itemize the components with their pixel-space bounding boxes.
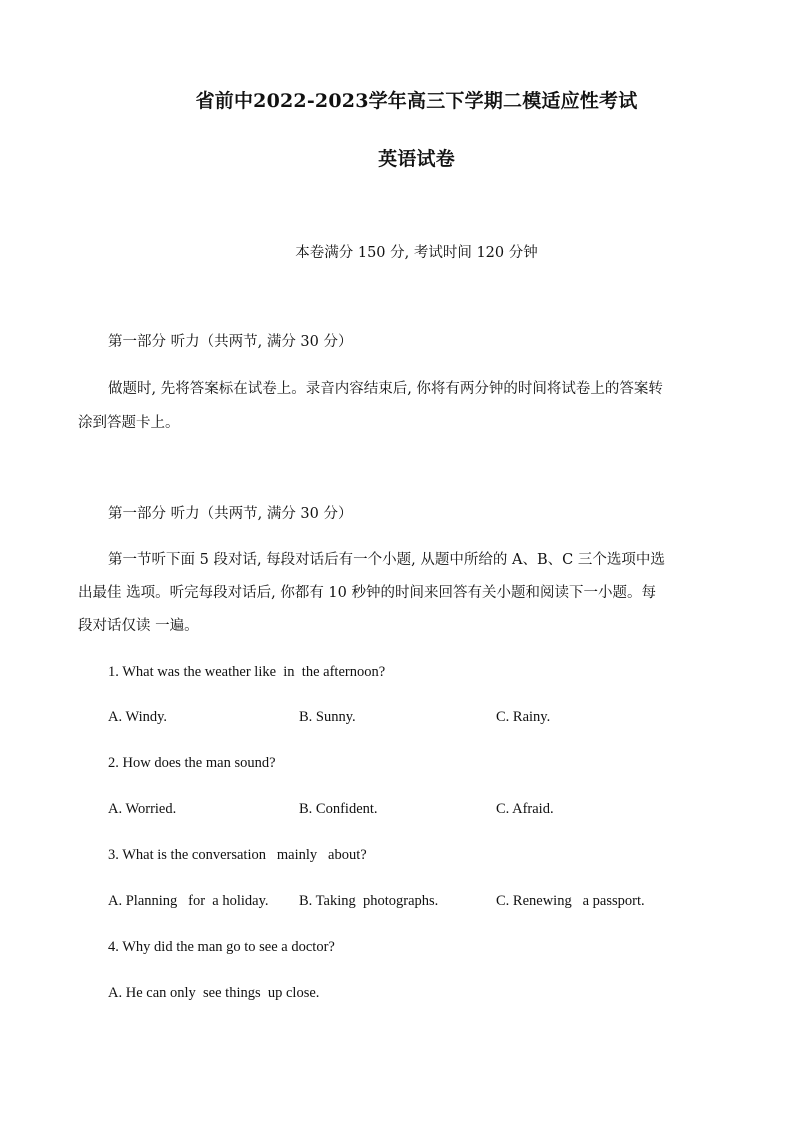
question-1-stem: 1. What was the weather like in the afternoon? [108,664,386,680]
exam-info: 本卷满分 150 分, 考试时间 120 分钟 [295,245,538,261]
question-4-option-a: A. He can only see things up close. [108,985,320,1001]
part1-heading: 第一部分 听力（共两节, 满分 30 分） [108,334,353,350]
question-3-stem: 3. What is the conversation mainly about? [108,847,367,863]
exam-title: 省前中2022-2023学年高三下学期二模适应性考试 [195,90,638,112]
question-3-option-c: C. Renewing a passport. [496,893,645,909]
question-2-option-c: C. Afraid. [496,801,554,817]
subject-title: 英语试卷 [378,148,455,170]
instruction-line-1: 做题时, 先将答案标在试卷上。录音内容结束后, 你将有两分钟的时间将试卷上的答案转 [108,381,663,397]
section-instruction-line-3: 段对话仅读 一遍。 [78,618,199,634]
question-3-option-b: B. Taking photographs. [299,893,439,909]
instruction-line-2: 涂到答题卡上。 [78,415,180,431]
question-2-option-a: A. Worried. [108,801,177,817]
section-instruction-line-2: 出最佳 选项。听完每段对话后, 你都有 10 秒钟的时间来回答有关小题和阅读下一小题。每 [78,585,656,601]
question-1-option-a: A. Windy. [108,709,168,725]
section-instruction-line-1: 第一节听下面 5 段对话, 每段对话后有一个小题, 从题中所给的 A、B、C 三个选项中选 [108,552,665,568]
part1-heading-repeat: 第一部分 听力（共两节, 满分 30 分） [108,506,353,522]
question-3-option-a: A. Planning for a holiday. [108,893,269,909]
question-2-stem: 2. How does the man sound? [108,755,276,771]
question-1-option-c: C. Rainy. [496,709,551,725]
question-1-option-b: B. Sunny. [299,709,356,725]
question-4-stem: 4. Why did the man go to see a doctor? [108,939,335,955]
question-2-option-b: B. Confident. [299,801,378,817]
